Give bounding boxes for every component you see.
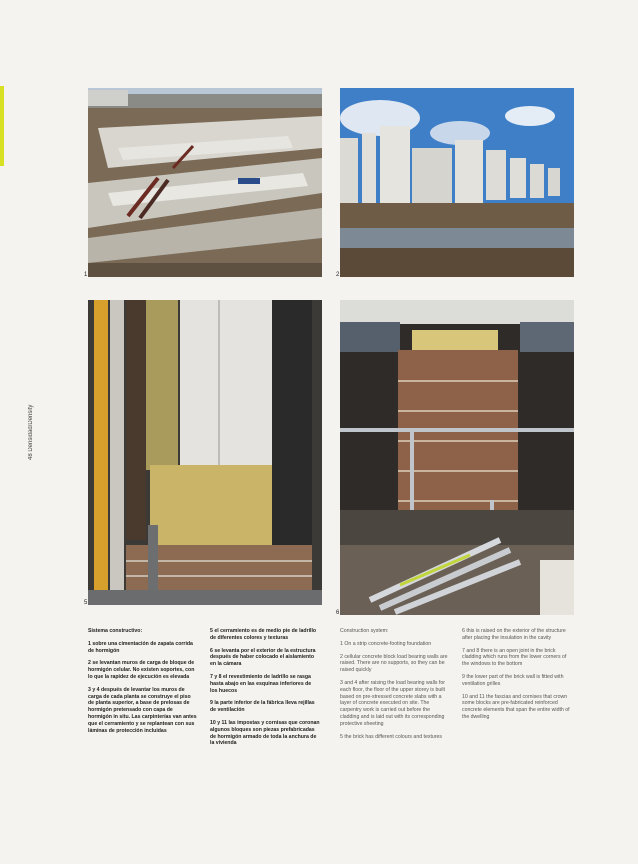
caption-paragraph: 5 el cerramiento es de medio pie de ladrillo de diferentes colores y texturas [210, 628, 317, 641]
caption-paragraph: 5 the brick has different colours and textures [340, 733, 442, 740]
caption-paragraph: 1 sobre una cimentación de zapata corrida de hormigón [88, 640, 193, 654]
photo-number: 5 [84, 600, 88, 606]
caption-paragraph: 3 y 4 después de levantar los muros de carga de cada planta se construye el piso de planta superior, a base de prelosas de hormigón pretensado con capa de hormigón in situ. Las carpinterías van antes que el cerramiento y se replantean con sus láminas de protección incluidas [88, 686, 197, 734]
caption-paragraph: 2 se levantan muros de carga de bloque de hormigón celular. No existen soportes, con lo que la rapidez de ejecución es elevada [88, 660, 195, 680]
caption-english-col2 [462, 628, 572, 727]
caption-paragraph: 2 cellular concrete block load bearing walls are raised. There are no supports, so they can be raised quickly [340, 653, 448, 674]
caption-heading: Construction system: [340, 628, 389, 634]
photo-brick-facade [340, 300, 574, 615]
photo-load-bearing-walls [340, 88, 574, 277]
photo-number: 1 [84, 272, 88, 278]
photo-number: 6 [336, 610, 340, 616]
caption-heading: Sistema constructivo: [88, 628, 143, 634]
running-side-label: 48 Densidad/Density [28, 404, 34, 460]
caption-paragraph: 10 y 11 las impostas y cornisas que coronan algunos bloques son piezas prefabricadas de hormigón armado de toda la anchura de la vivienda [210, 719, 320, 747]
caption-paragraph: 7 y 8 el revestimiento de ladrillo se rasga hasta abajo en las esquinas inferiores de los huecos [210, 673, 312, 694]
caption-spanish-col1 [88, 628, 198, 740]
caption-paragraph: 3 and 4 after raising the load bearing walls for each floor, the floor of the upper storey is built based on pre-stressed concrete slabs with a layer of concrete executed on site. The carpentry work is carried out before the cladding and is laid out with its corresponding protective sheeting [340, 679, 445, 727]
photo-wall-section [88, 300, 322, 605]
caption-spanish-col2 [210, 628, 320, 753]
caption-paragraph: 10 and 11 the fascias and cornises that crown some blocks are pre-fabricated reinforced concrete elements that span the entire width of the dwelling [462, 693, 570, 720]
page-edge-marker [0, 86, 4, 166]
caption-paragraph: 7 and 8 there is an open joint in the brick cladding which runs from the lower corners of the windows to the bottom [462, 647, 567, 668]
photo-number: 2 [336, 272, 340, 278]
caption-english-col1 [340, 628, 450, 746]
caption-paragraph: 6 se levanta por el exterior de la estructura después de haber colocado el aislamiento en la cámara [210, 647, 316, 668]
caption-paragraph: 6 this is raised on the exterior of the structure after placing the insulation in the cavity [462, 628, 566, 641]
caption-paragraph: 9 la parte inferior de la fábrica lleva rejillas de ventilación [210, 700, 315, 714]
caption-paragraph: 1 On a strip concrete-footing foundation [340, 640, 432, 647]
caption-paragraph: 9 the lower part of the brick wall is fitted with ventilation grilles [462, 673, 564, 687]
photo-foundation [88, 88, 322, 277]
